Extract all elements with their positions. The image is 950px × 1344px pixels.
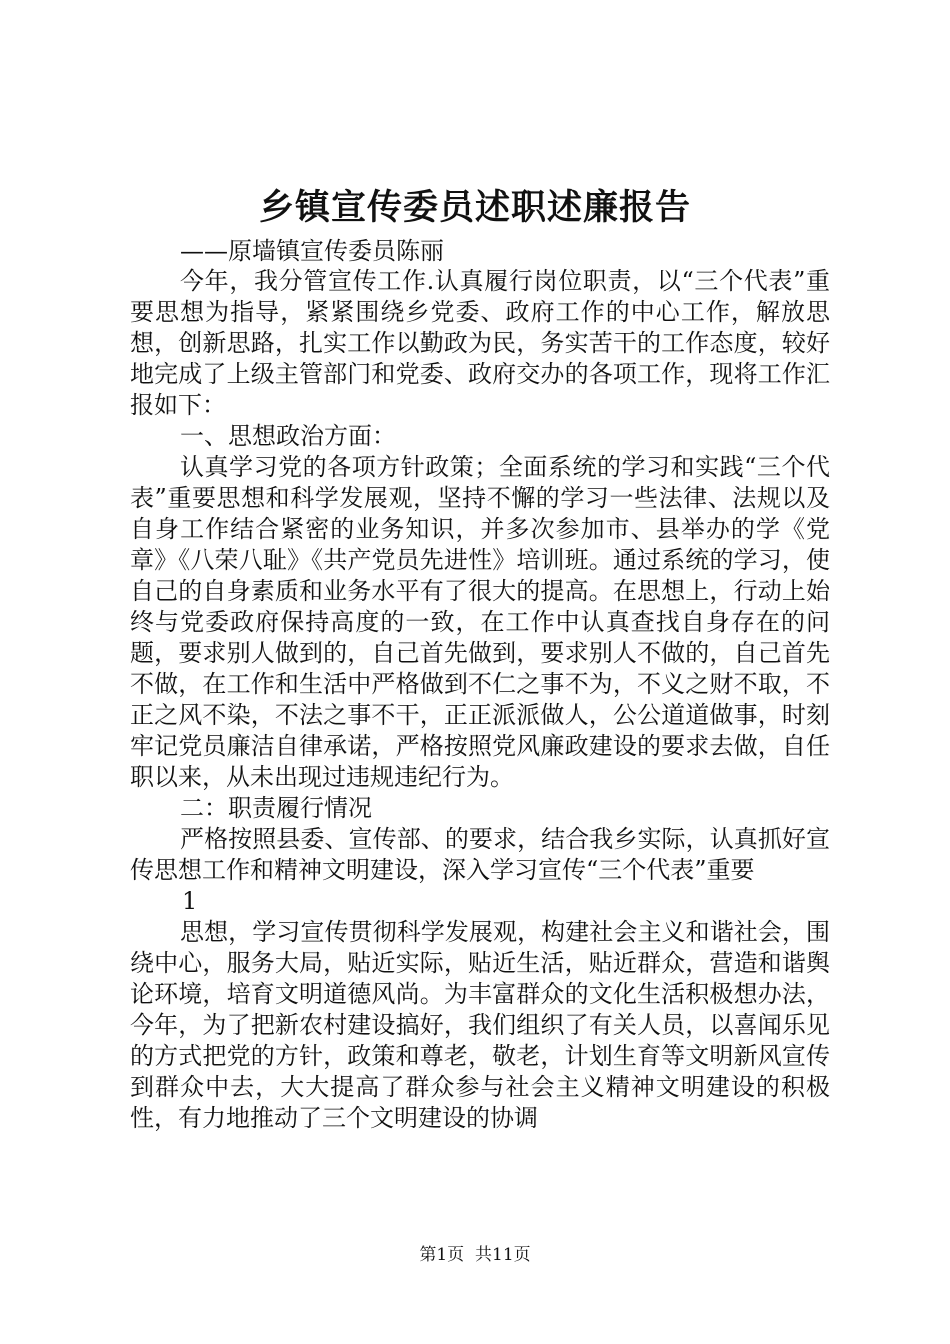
section-2-continued-paragraph: 思想，学习宣传贯彻科学发展观，构建社会主义和谐社会，围绕中心，服务大局，贴近实际，贴近生活，贴近群众，营造和谐舆论环境，培育文明道德风尚。为丰富群众的文化生活积极想办法，今年，为了把新农村建设搞好，我们组织了有关人员，以喜闻乐见的方式把党的方针，政策和尊老，敬老，计划生育等文明新风宣传到群众中去，大大提高了群众参与社会主义精神文明建设的积极性，有力地推动了三个文明建设的协调: [130, 918, 830, 1132]
footer-separator: [464, 1245, 475, 1265]
intro-paragraph: 今年，我分管宣传工作.认真履行岗位职责，以“三个代表”重要思想为指导，紧紧围绕乡党委、政府工作的中心工作，解放思想，创新思路，扎实工作以勤政为民，务实苦干的工作态度，较好地完成了上级主管部门和党委、政府交办的各项工作，现将工作汇报如下：: [130, 267, 830, 419]
section-1-heading: 一、思想政治方面：: [180, 422, 396, 450]
page-footer: [0, 1243, 950, 1267]
document-title: 乡镇宣传委员述职述廉报告: [258, 188, 691, 228]
inline-page-number: 1: [182, 887, 198, 915]
document-subtitle: ——原墙镇宣传委员陈丽: [180, 237, 444, 265]
footer-total-label: 共11页: [475, 1245, 531, 1265]
footer-page-label: 第1页: [419, 1245, 465, 1265]
section-2-heading: 二：职责履行情况: [180, 794, 372, 822]
section-1-paragraph: 认真学习党的各项方针政策；全面系统的学习和实践“三个代表”重要思想和科学发展观，坚持不懈的学习一些法律、法规以及自身工作结合紧密的业务知识，并多次参加市、县举办的学《党章》《八荣八耻》《共产党员先进性》培训班。通过系统的学习，使自己的自身素质和业务水平有了很大的提高。在思想上，行动上始终与党委政府保持高度的一致，在工作中认真查找自身存在的问题，要求别人做到的，自己首先做到，要求别人不做的，自己首先不做，在工作和生活中严格做到不仁之事不为，不义之财不取，不正之风不染，不法之事不干，正正派派做人，公公道道做事，时刻牢记党员廉洁自律承诺，严格按照党风廉政建设的要求去做，自任职以来，从未出现过违规违纪行为。: [130, 453, 830, 791]
section-2-paragraph: 严格按照县委、宣传部、的要求，结合我乡实际，认真抓好宣传思想工作和精神文明建设，深入学习宣传“三个代表”重要: [130, 825, 830, 884]
document-body: [130, 266, 830, 1134]
